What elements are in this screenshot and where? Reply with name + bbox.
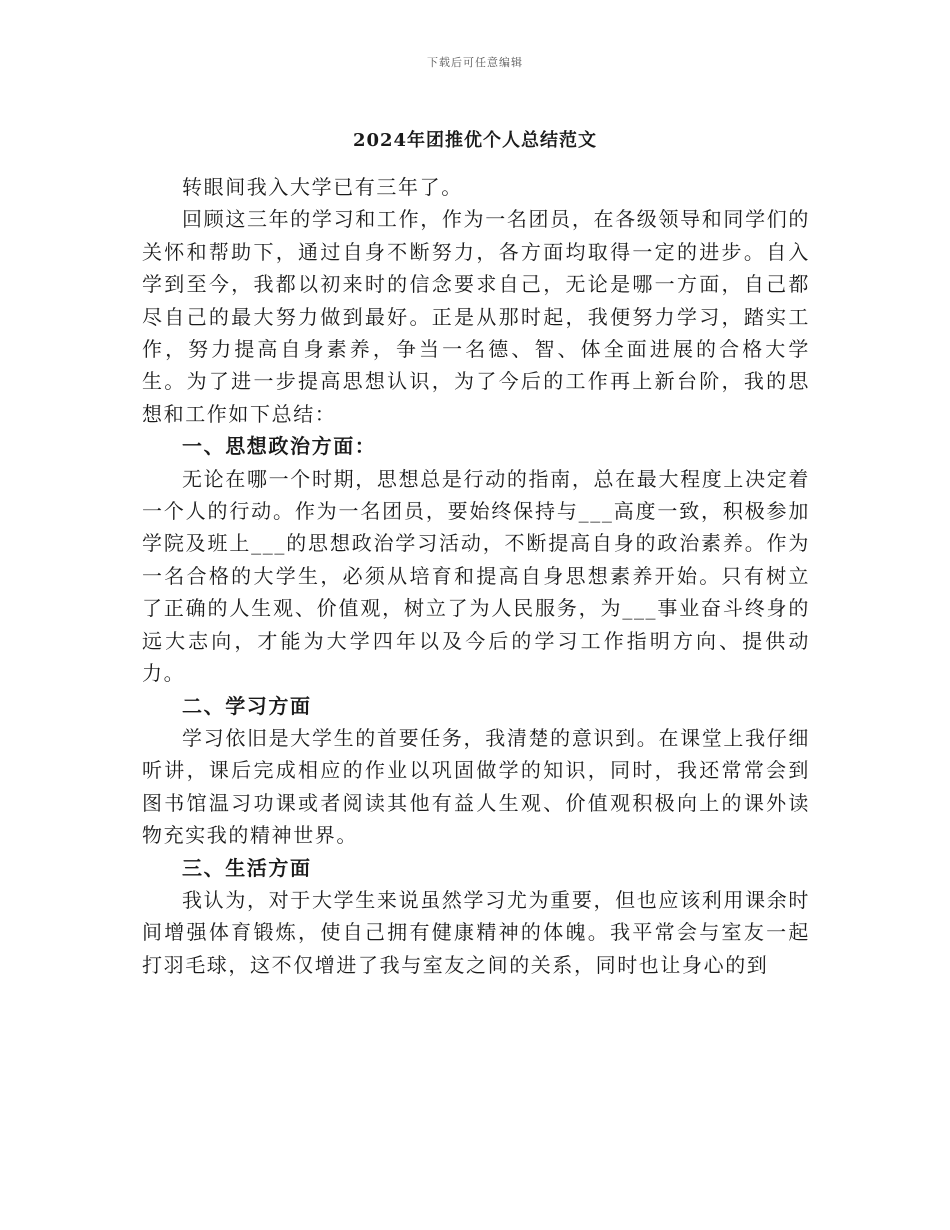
section-heading-ideology: 一、思想政治方面： [182,434,377,459]
intro-paragraph: 转眼间我入大学已有三年了。 [182,175,463,199]
section-heading-study: 二、学习方面 [182,693,312,718]
document-body [142,171,810,981]
section-heading-life: 三、生活方面 [182,855,312,880]
section-text-study: 学习依旧是大学生的首要任务，我清楚的意识到。在课堂上我仔细听讲，课后完成相应的作业以巩固做学的知识，同时，我还常常会到图书馆温习功课或者阅读其他有益人生观、价值观积极向上的课外读物充实我的精神世界。 [142,725,810,848]
document-title: 2024年团推优个人总结范文 [352,130,598,151]
section-text-life: 我认为，对于大学生来说虽然学习尤为重要，但也应该利用课余时间增强体育锻炼，使自己拥有健康精神的体魄。我平常会与室友一起打羽毛球，这不仅增进了我与室友之间的关系，同时也让身心的到 [142,887,810,977]
section-text-ideology: 无论在哪一个时期，思想总是行动的指南，总在最大程度上决定着一个人的行动。作为一名团员，要始终保持与___高度一致，积极参加学院及班上___的思想政治学习活动，不断提高自身的政治素养。作为一名合格的大学生，必须从培育和提高自身思想素养开始。只有树立了正确的人生观、价值观，树立了为人民服务，为___事业奋斗终身的远大志向，才能为大学四年以及今后的学习工作指明方向、提供动力。 [142,466,810,686]
review-paragraph: 回顾这三年的学习和工作，作为一名团员，在各级领导和同学们的关怀和帮助下，通过自身不断努力，各方面均取得一定的进步。自入学到至今，我都以初来时的信念要求自己，无论是哪一方面，自己都尽自己的最大努力做到最好。正是从那时起，我便努力学习，踏实工作，努力提高自身素养，争当一名德、智、体全面进展的合格大学生。为了进一步提高思想认识，为了今后的工作再上新台阶，我的思想和工作如下总结： [142,207,810,426]
download-note: 下载后可任意编辑 [427,56,523,69]
